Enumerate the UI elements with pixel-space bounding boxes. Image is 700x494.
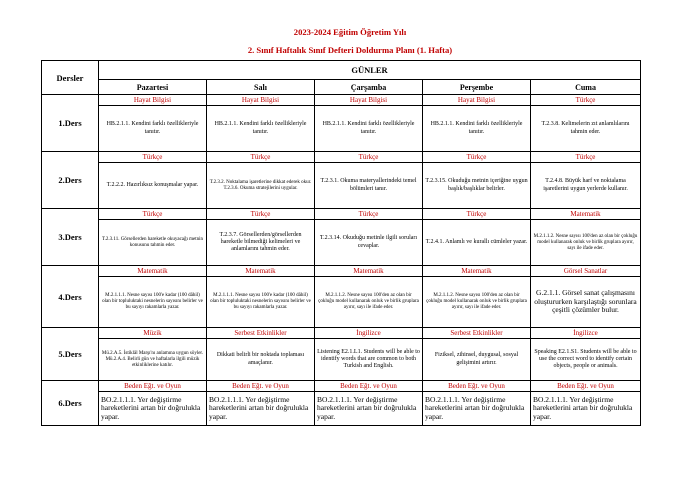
day-header: Pazartesi: [99, 80, 207, 95]
table-row: [42, 381, 641, 392]
day-header: Çarşamba: [315, 80, 423, 95]
day-header: Cuma: [531, 80, 641, 95]
lesson-content: Listening E2.1.L1. Students will be able to identify words that are common to both Turkish and English.: [315, 339, 423, 381]
subject-label: Türkçe: [531, 152, 641, 163]
lesson-content: T.2.3.2. Noktalama işaretlerine dikkat ederek okur. T.2.3.6. Okuma stratejilerini uygular.: [207, 163, 315, 209]
lesson-content: T.2.4.1. Anlamlı ve kurallı cümleler yazar.: [423, 220, 531, 266]
subject-label: Beden Eğt. ve Oyun: [207, 381, 315, 392]
lesson-content: T.2.3.11. Görsellerden hareketle okuyacağı metnin konusunu tahmin eder.: [99, 220, 207, 266]
lesson-label: 2.Ders: [42, 152, 99, 209]
table-row-content: [42, 277, 641, 328]
lesson-content: Speaking E2.1.S1. Students will be able to use the correct word to identify certain objects, people or animals.: [531, 339, 641, 381]
subject-label: Türkçe: [315, 209, 423, 220]
lesson-content: BO.2.1.1.1. Yer değiştirme hareketlerini artan bir doğrulukla yapar.: [531, 392, 641, 426]
table-row: [42, 209, 641, 220]
lesson-label: 5.Ders: [42, 328, 99, 381]
table-row-content: [42, 163, 641, 209]
lesson-content: T.2.3.7. Görsellerden/görsellerden hareketle bilmediği kelimeleri ve anlamlarını tahmin eder.: [207, 220, 315, 266]
day-names-row: [42, 80, 641, 95]
table-row-content: [42, 339, 641, 381]
lesson-content: T.2.3.14. Okuduğu metinle ilgili soruları cevaplar.: [315, 220, 423, 266]
lesson-content: T.2.3.8. Kelimelerin zıt anlamlılarını tahmin eder.: [531, 106, 641, 152]
lesson-label: 1.Ders: [42, 95, 99, 152]
lesson-content: Fiziksel, zihinsel, duygusal, sosyal gelişimini artırır.: [423, 339, 531, 381]
lesson-label: 4.Ders: [42, 266, 99, 328]
lesson-content: T.2.3.15. Okuduğu metnin içeriğine uygun başlık/başlıklar belirler.: [423, 163, 531, 209]
subject-label: Türkçe: [423, 209, 531, 220]
lesson-content: T.2.3.1. Okuma materyallerindeki temel bölümleri tanır.: [315, 163, 423, 209]
subject-label: Görsel Sanatlar: [531, 266, 641, 277]
lesson-content: HB.2.1.1. Kendini farklı özellikleriyle tanıtır.: [315, 106, 423, 152]
table-row-content: [42, 220, 641, 266]
lesson-content: Dikkati belirli bir noktada toplaması amaçlanır.: [207, 339, 315, 381]
subject-label: İngilizce: [315, 328, 423, 339]
lesson-content: M.2.1.1.1. Nesne sayısı 100'e kadar (100 dâhil) olan bir topluluktaki nesnelerin sayısını belirler ve bu sayıyı rakamlarla yazar.: [207, 277, 315, 328]
subject-label: Serbest Etkinlikler: [423, 328, 531, 339]
subject-label: Hayat Bilgisi: [315, 95, 423, 106]
lesson-content: BO.2.1.1.1. Yer değiştirme hareketlerini artan bir doğrulukla yapar.: [423, 392, 531, 426]
lesson-content: Mü.2.A.5. İstiklâl Marşı'nı anlamına uygun söyler. Mü.2.A.4. Belirli gün ve haftalarla ilgili müzik etkinliklerine katılır.: [99, 339, 207, 381]
lesson-content: M.2.1.1.2. Nesne sayısı 100'den az olan bir çokluğu model kullanarak onluk ve birlik gruplara ayırır, sayı ile ifade eder.: [315, 277, 423, 328]
subject-label: İngilizce: [531, 328, 641, 339]
subject-label: Matematik: [423, 266, 531, 277]
table-row: [42, 152, 641, 163]
lesson-content: M.2.1.1.2. Nesne sayısı 100'den az olan bir çokluğu model kullanarak onluk ve birlik gruplara ayırır, sayı ile ifade eder.: [423, 277, 531, 328]
table-row-content: [42, 106, 641, 152]
subject-label: Müzik: [99, 328, 207, 339]
subject-label: Matematik: [531, 209, 641, 220]
table-row: [42, 266, 641, 277]
subject-label: Hayat Bilgisi: [99, 95, 207, 106]
subject-label: Türkçe: [423, 152, 531, 163]
lesson-content: BO.2.1.1.1. Yer değiştirme hareketlerini artan bir doğrulukla yapar.: [315, 392, 423, 426]
subject-label: Beden Eğt. ve Oyun: [423, 381, 531, 392]
subject-label: Hayat Bilgisi: [423, 95, 531, 106]
subject-label: Matematik: [99, 266, 207, 277]
lesson-content: T.2.2.2. Hazırlıksız konuşmalar yapar.: [99, 163, 207, 209]
lessons-header: Dersler: [42, 61, 99, 95]
subject-label: Hayat Bilgisi: [207, 95, 315, 106]
weekly-plan-table: [41, 60, 641, 426]
lesson-label: 6.Ders: [42, 381, 99, 426]
lesson-content: T.2.4.8. Büyük harf ve noktalama işaretlerini uygun yerlerde kullanır.: [531, 163, 641, 209]
subject-label: Beden Eğt. ve Oyun: [99, 381, 207, 392]
lesson-content: M.2.1.1.1. Nesne sayısı 100'e kadar (100 dâhil) olan bir topluluktaki nesnelerin sayısını belirler ve bu sayıyı rakamlarla yazar.: [99, 277, 207, 328]
subject-label: Matematik: [315, 266, 423, 277]
subject-label: Matematik: [207, 266, 315, 277]
subject-label: Beden Eğt. ve Oyun: [531, 381, 641, 392]
subject-label: Türkçe: [99, 152, 207, 163]
lesson-content: G.2.1.1. Görsel sanat çalışmasını oluştururken karşılaştığı sorunlara çeşitli çözümler bulur.: [531, 277, 641, 328]
lesson-label: 3.Ders: [42, 209, 99, 266]
lesson-content: HB.2.1.1. Kendini farklı özellikleriyle tanıtır.: [99, 106, 207, 152]
subject-label: Türkçe: [207, 152, 315, 163]
lesson-content: M.2.1.1.2. Nesne sayısı 100'den az olan bir çokluğu model kullanarak onluk ve birlik gruplara ayırır, sayı ile ifade eder.: [531, 220, 641, 266]
day-header: Salı: [207, 80, 315, 95]
days-header: GÜNLER: [99, 61, 641, 80]
lesson-content: BO.2.1.1.1. Yer değiştirme hareketlerini artan bir doğrulukla yapar.: [207, 392, 315, 426]
subject-label: Türkçe: [207, 209, 315, 220]
year-title: 2023-2024 Eğitim Öğretim Yılı: [293, 27, 407, 37]
lesson-content: HB.2.1.1. Kendini farklı özellikleriyle tanıtır.: [207, 106, 315, 152]
lesson-content: BO.2.1.1.1. Yer değiştirme hareketlerini artan bir doğrulukla yapar.: [99, 392, 207, 426]
table-row: [42, 95, 641, 106]
subject-label: Türkçe: [99, 209, 207, 220]
table-header-row: [42, 61, 641, 80]
lesson-content: HB.2.1.1. Kendini farklı özellikleriyle tanıtır.: [423, 106, 531, 152]
table-row: [42, 328, 641, 339]
table-row-content: [42, 392, 641, 426]
plan-title: 2. Sınıf Haftalık Sınıf Defteri Doldurma Planı (1. Hafta): [247, 45, 453, 55]
subject-label: Beden Eğt. ve Oyun: [315, 381, 423, 392]
subject-label: Türkçe: [315, 152, 423, 163]
day-header: Perşembe: [423, 80, 531, 95]
subject-label: Serbest Etkinlikler: [207, 328, 315, 339]
subject-label: Türkçe: [531, 95, 641, 106]
